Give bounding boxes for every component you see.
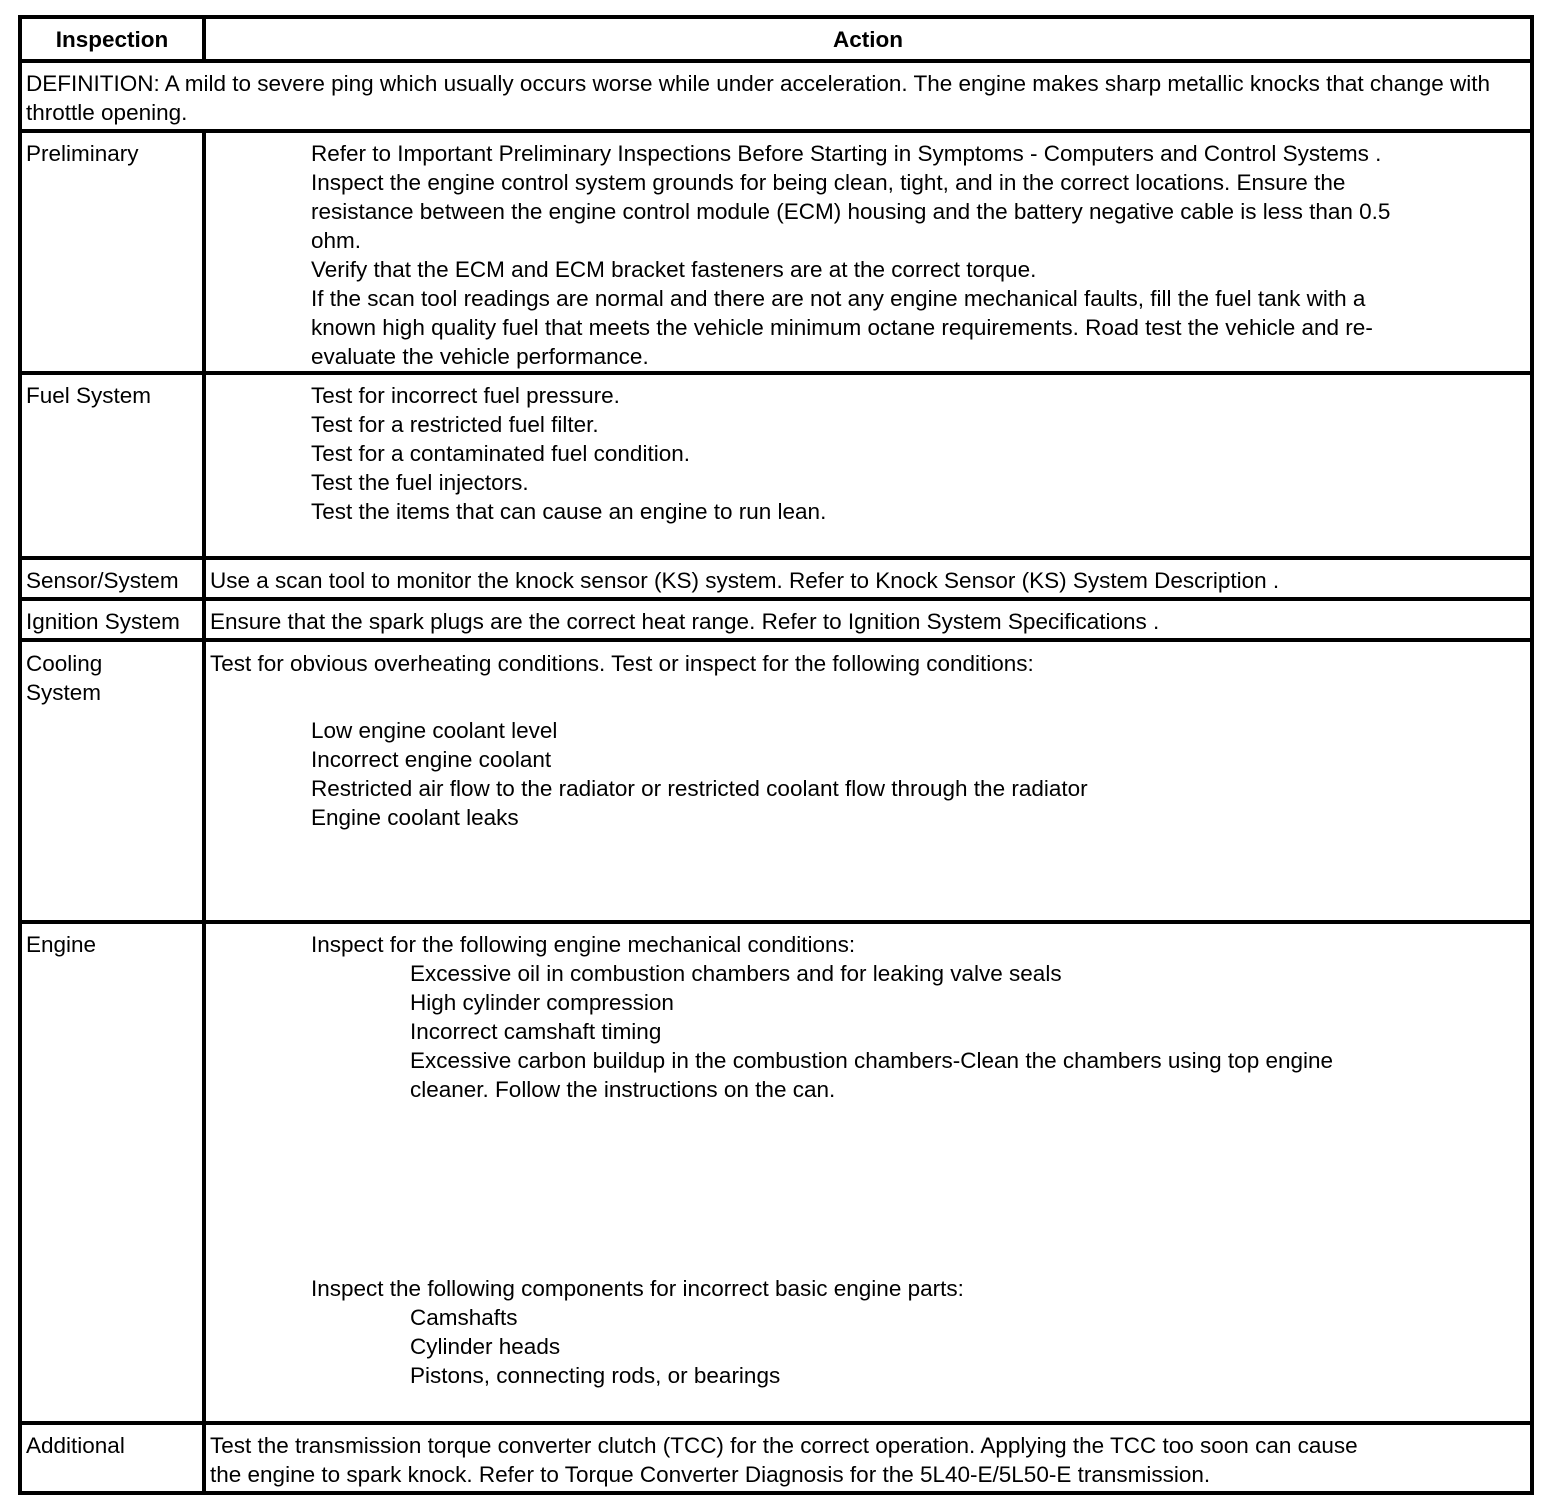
label-preliminary: Preliminary bbox=[26, 141, 139, 166]
action-engine-intro-1: Inspect for the following engine mechanical conditions: bbox=[311, 932, 856, 957]
fuel-line: Test for a contaminated fuel condition. bbox=[311, 441, 690, 466]
engine-list-item: High cylinder compression bbox=[410, 990, 674, 1015]
rule-fuel bbox=[22, 556, 1530, 560]
rule-cooling bbox=[22, 920, 1530, 924]
cooling-label-line: Cooling bbox=[26, 651, 103, 676]
label-engine: Engine bbox=[26, 932, 97, 957]
label-ignition-system: Ignition System bbox=[26, 609, 180, 634]
rule-definition bbox=[22, 129, 1530, 133]
cooling-label-line: System bbox=[26, 680, 102, 705]
engine-parts-item: Camshafts bbox=[410, 1305, 518, 1330]
rule-preliminary bbox=[22, 371, 1530, 375]
engine-list-item: Incorrect camshaft timing bbox=[410, 1019, 662, 1044]
action-preliminary bbox=[311, 139, 1390, 371]
engine-parts-item: Pistons, connecting rods, or bearings bbox=[410, 1363, 781, 1388]
engine-list-item: cleaner. Follow the instructions on the can. bbox=[410, 1077, 836, 1102]
cooling-list-item: Low engine coolant level bbox=[311, 718, 558, 743]
preliminary-line: ohm. bbox=[311, 228, 362, 253]
action-fuel-system bbox=[311, 381, 826, 526]
action-engine-list-1 bbox=[410, 959, 1333, 1104]
preliminary-line: Refer to Important Preliminary Inspections Before Starting in Symptoms - Computers and Control Systems . bbox=[311, 141, 1382, 166]
action-cooling-intro: Test for obvious overheating conditions. Test or inspect for the following conditions: bbox=[210, 651, 1034, 676]
cooling-list-item: Incorrect engine coolant bbox=[311, 747, 552, 772]
cooling-list-item: Restricted air flow to the radiator or restricted coolant flow through the radiator bbox=[311, 776, 1088, 801]
fuel-line: Test the items that can cause an engine to run lean. bbox=[311, 499, 827, 524]
rule-sensor bbox=[22, 597, 1530, 601]
fuel-line: Test the fuel injectors. bbox=[311, 470, 529, 495]
label-fuel-system: Fuel System bbox=[26, 383, 152, 408]
action-ignition-system: Ensure that the spark plugs are the correct heat range. Refer to Ignition System Specifications . bbox=[210, 609, 1160, 634]
header-inspection: Inspection bbox=[55, 27, 169, 52]
label-cooling-system bbox=[26, 649, 102, 707]
action-sensor-system: Use a scan tool to monitor the knock sensor (KS) system. Refer to Knock Sensor (KS) System Description . bbox=[210, 568, 1280, 593]
preliminary-line: If the scan tool readings are normal and there are not any engine mechanical faults, fill the fuel tank with a bbox=[311, 286, 1366, 311]
action-engine-list-2 bbox=[410, 1303, 780, 1390]
label-sensor-system: Sensor/System bbox=[26, 568, 179, 593]
action-cooling-list bbox=[311, 716, 1088, 832]
rule-engine bbox=[22, 1421, 1530, 1425]
additional-line: Test the transmission torque converter clutch (TCC) for the correct operation. Applying the TCC too soon can cause bbox=[210, 1433, 1358, 1458]
cooling-list-item: Engine coolant leaks bbox=[311, 805, 519, 830]
label-additional: Additional bbox=[26, 1433, 125, 1458]
definition-text: DEFINITION: A mild to severe ping which usually occurs worse while under acceleration. The engine makes sharp metallic knocks that change with throttle opening. bbox=[26, 71, 1491, 125]
preliminary-line: resistance between the engine control module (ECM) housing and the battery negative cable is less than 0.5 bbox=[311, 199, 1391, 224]
engine-list-item: Excessive carbon buildup in the combustion chambers-Clean the chambers using top engine bbox=[410, 1048, 1334, 1073]
column-divider-body bbox=[202, 129, 206, 1495]
action-additional bbox=[210, 1431, 1358, 1489]
preliminary-line: Inspect the engine control system grounds for being clean, tight, and in the correct locations. Ensure the bbox=[311, 170, 1346, 195]
engine-parts-item: Cylinder heads bbox=[410, 1334, 561, 1359]
rule-ignition bbox=[22, 638, 1530, 642]
header-action: Action bbox=[833, 27, 903, 52]
rule-header bbox=[22, 59, 1530, 63]
fuel-line: Test for incorrect fuel pressure. bbox=[311, 383, 620, 408]
engine-list-item: Excessive oil in combustion chambers and for leaking valve seals bbox=[410, 961, 1062, 986]
preliminary-line: Verify that the ECM and ECM bracket fasteners are at the correct torque. bbox=[311, 257, 1037, 282]
preliminary-line: evaluate the vehicle performance. bbox=[311, 344, 649, 369]
additional-line: the engine to spark knock. Refer to Torque Converter Diagnosis for the 5L40-E/5L50-E transmission. bbox=[210, 1462, 1211, 1487]
fuel-line: Test for a restricted fuel filter. bbox=[311, 412, 599, 437]
diagnostic-table bbox=[18, 15, 1534, 1495]
preliminary-line: known high quality fuel that meets the vehicle minimum octane requirements. Road test the vehicle and re- bbox=[311, 315, 1373, 340]
action-engine-intro-2: Inspect the following components for incorrect basic engine parts: bbox=[311, 1276, 964, 1301]
